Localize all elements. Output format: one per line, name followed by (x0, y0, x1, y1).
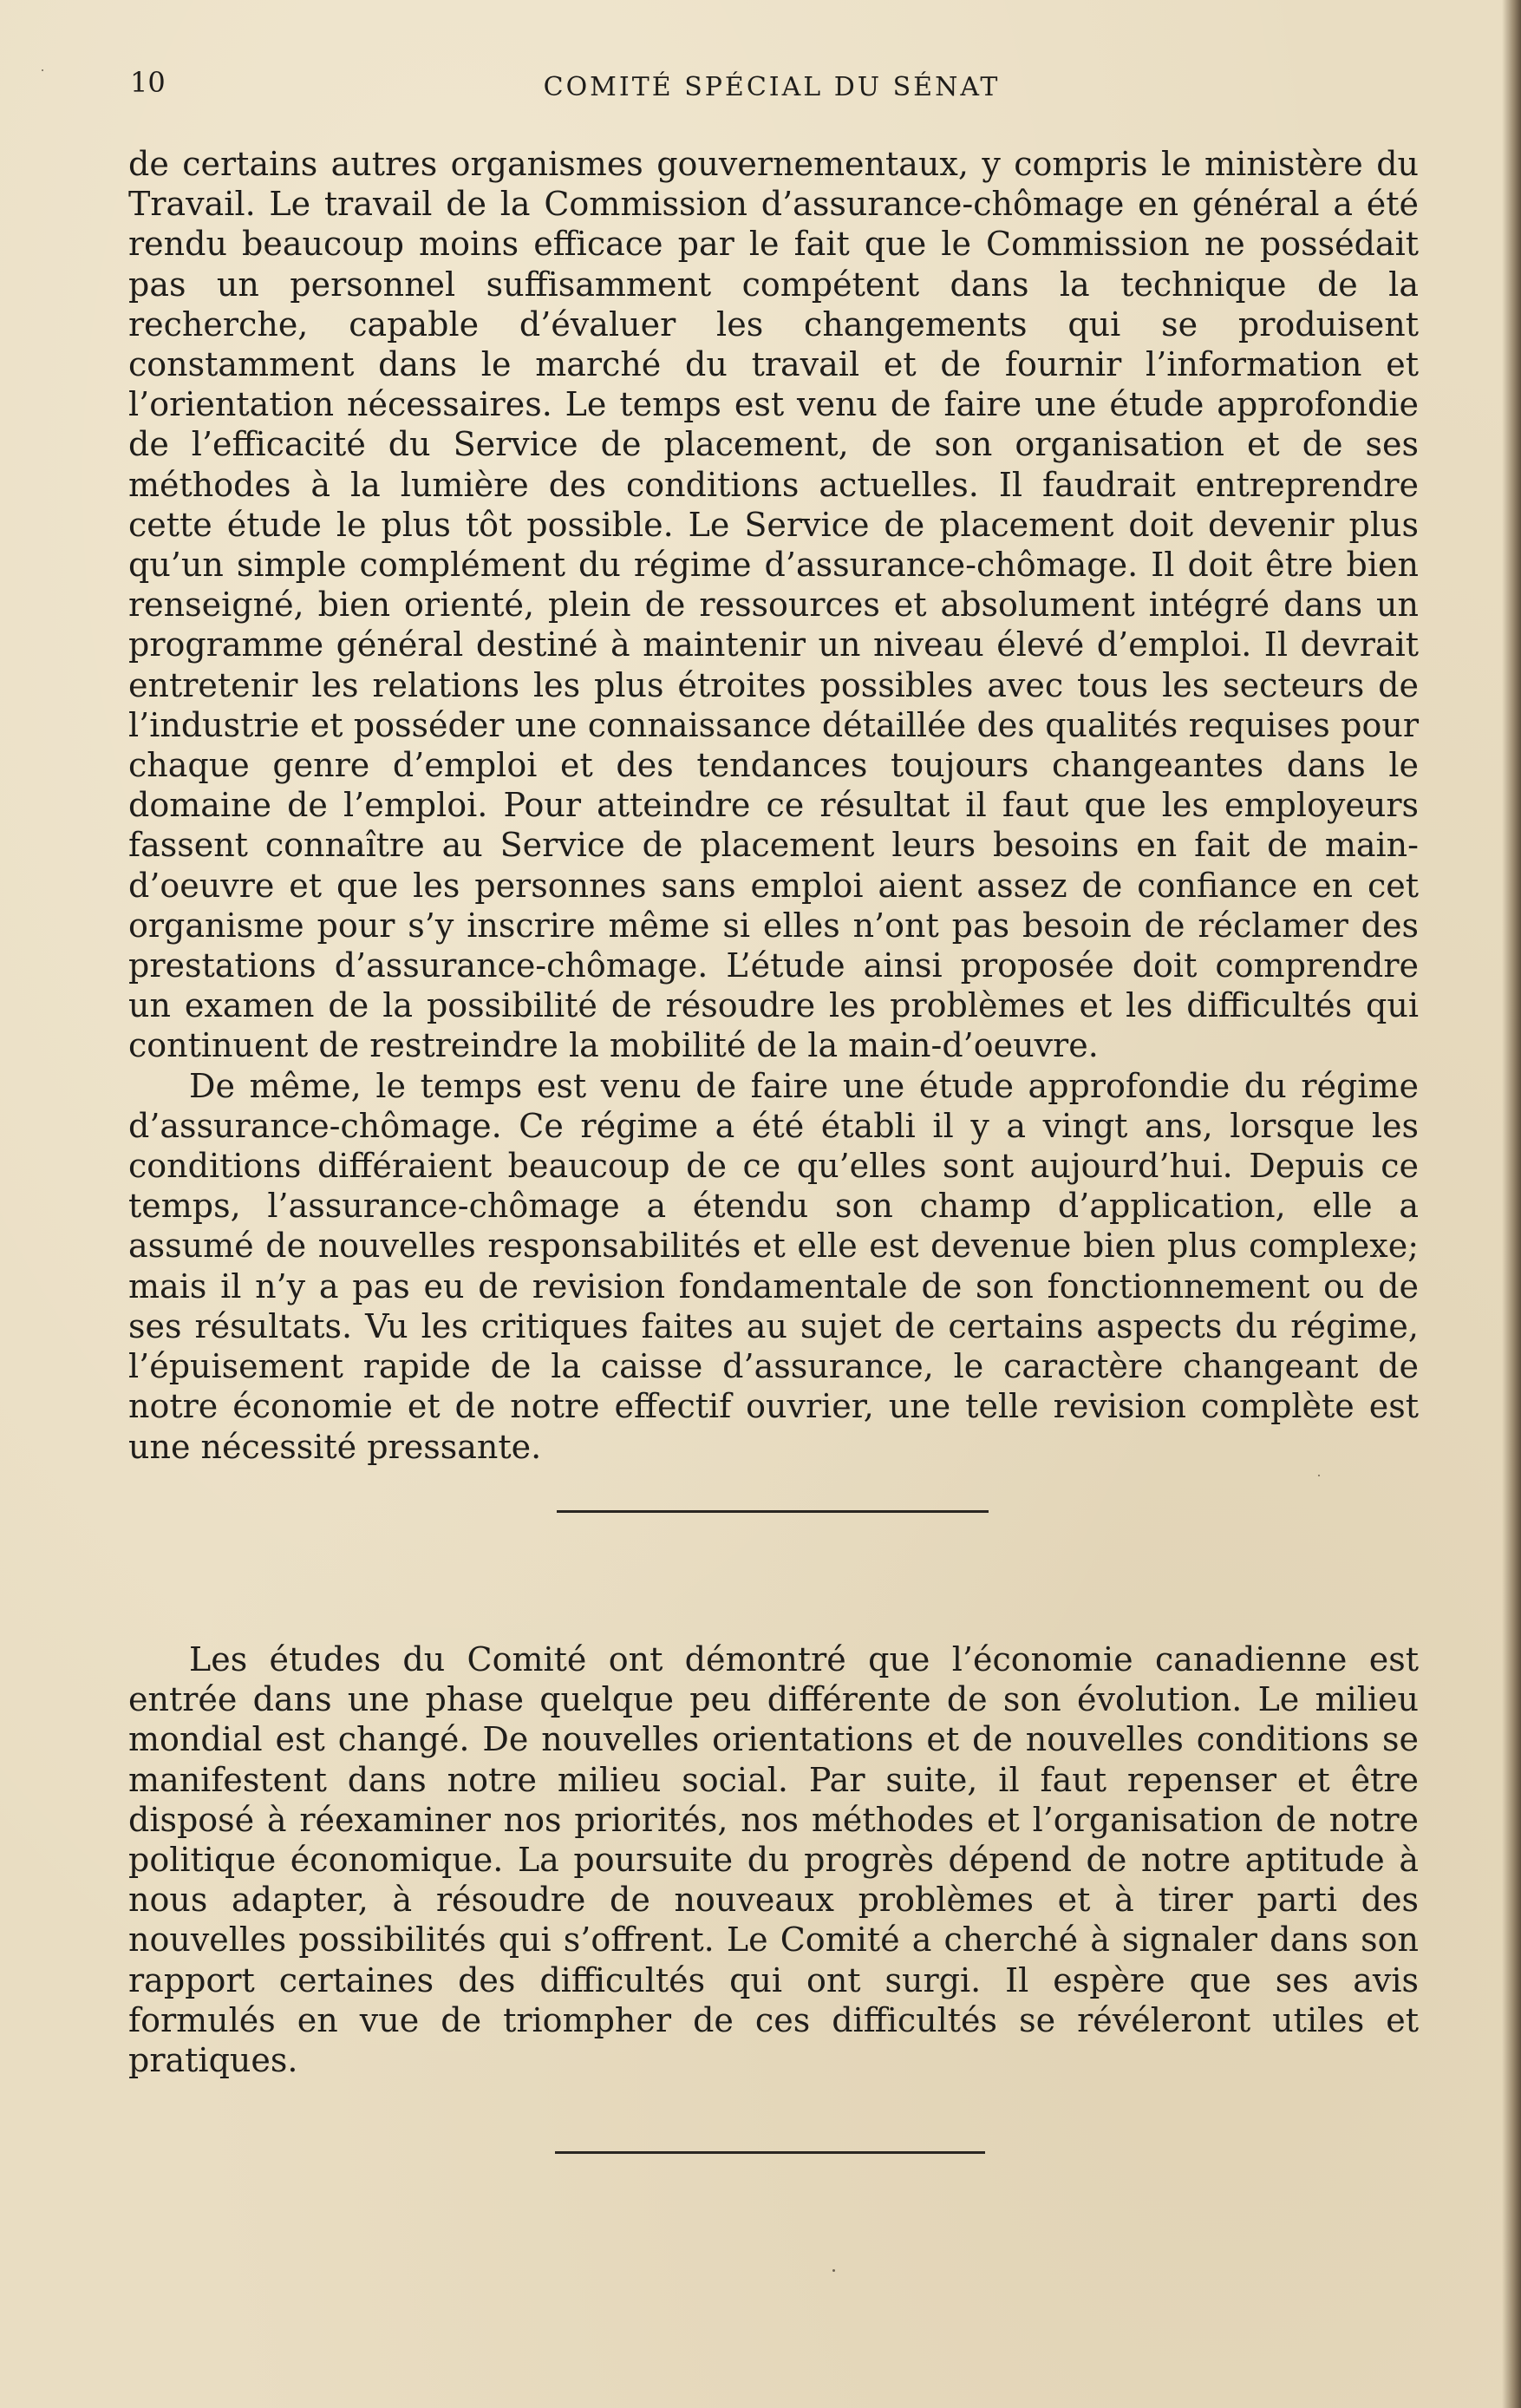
page-header (130, 62, 1413, 106)
section-divider (557, 1510, 989, 1513)
paper-speck (42, 69, 43, 71)
paper-speck (832, 2269, 835, 2272)
page-edge-shadow (1502, 0, 1521, 2408)
paragraph-continued: de certains autres organismes gouvernementaux, y compris le ministère du Travail. Le travail de la Commission d’assurance-chômage en général a été rendu beaucoup moins efficace par le fait que le Commission ne possédait pas un personnel suffisamment compétent dans la technique de la recherche, capable d’évaluer les changements qui se produisent constamment dans le marché du travail et de fournir l’information et l’orientation nécessaires. Le temps est venu de faire une étude approfondie de l’efficacité du Service de placement, de son organisation et de ses méthodes à la lumière des conditions actuelles. Il faudrait entreprendre cette étude le plus tôt possible. Le Service de placement doit devenir plus qu’un simple complément du régime d’assurance-chômage. Il doit être bien renseigné, bien orienté, plein de ressources et absolument intégré dans un programme général destiné à maintenir un niveau élevé d’emploi. Il devrait entretenir les relations les plus étroites possibles avec tous les secteurs de l’industrie et posséder une connaissance détaillée des qualités requises pour chaque genre d’emploi et des tendances toujours changeantes dans le domaine de l’emploi. Pour atteindre ce résultat il faut que les employeurs fassent connaître au Service de placement leurs besoins en fait de main-d’oeuvre et que les personnes sans emploi aient assez de confiance en cet organisme pour s’y inscrire même si elles n’ont pas besoin de réclamer des prestations d’assurance-chômage. L’étude ainsi proposée doit comprendre un examen de la possibilité de résoudre les problèmes et les difficultés qui continuent de restreindre la mobilité de la main-d’oeuvre. (128, 145, 1419, 1065)
text-block-upper (128, 144, 1419, 1467)
text-block-lower (128, 1639, 1419, 2080)
paragraph-conclusion: Les études du Comité ont démontré que l’économie canadienne est entrée dans une phase quelque peu différente de son évolution. Le milieu mondial est changé. De nouvelles orientations et de nouvelles conditions se manifestent dans notre milieu social. Par suite, il faut repenser et être disposé à réexaminer nos priorités, nos méthodes et l’organisation de notre politique économique. La poursuite du progrès dépend de notre aptitude à nous adapter, à résoudre de nouveaux problèmes et à tirer parti des nouvelles possibilités qui s’offrent. Le Comité a cherché à signaler dans son rapport certaines des difficultés qui ont surgi. Il espère que ses avis formulés en vue de triompher de ces difficultés se révéleront utiles et pratiques. (128, 1640, 1419, 2080)
page-number: 10 (130, 66, 166, 99)
paper-speck (1318, 1475, 1320, 1476)
running-title: COMITÉ SPÉCIAL DU SÉNAT (543, 72, 1001, 102)
end-divider (555, 2151, 985, 2154)
paragraph-unemployment-insurance: De même, le temps est venu de faire une étude approfondie du régime d’assurance-chômage. Ce régime a été établi il y a vingt ans, lorsque les conditions différaient beaucoup de ce qu’elles sont aujourd’hui. Depuis ce temps, l’assurance-chômage a étendu son champ d’application, elle a assumé de nouvelles responsabilités et elle est devenue bien plus complexe; mais il n’y a pas eu de revision fondamentale de son fonctionnement ou de ses résultats. Vu les critiques faites au sujet de certains aspects du régime, l’épuisement rapide de la caisse d’assurance, le caractère changeant de notre économie et de notre effectif ouvrier, une telle revision complète est une nécessité pressante. (128, 1066, 1419, 1466)
